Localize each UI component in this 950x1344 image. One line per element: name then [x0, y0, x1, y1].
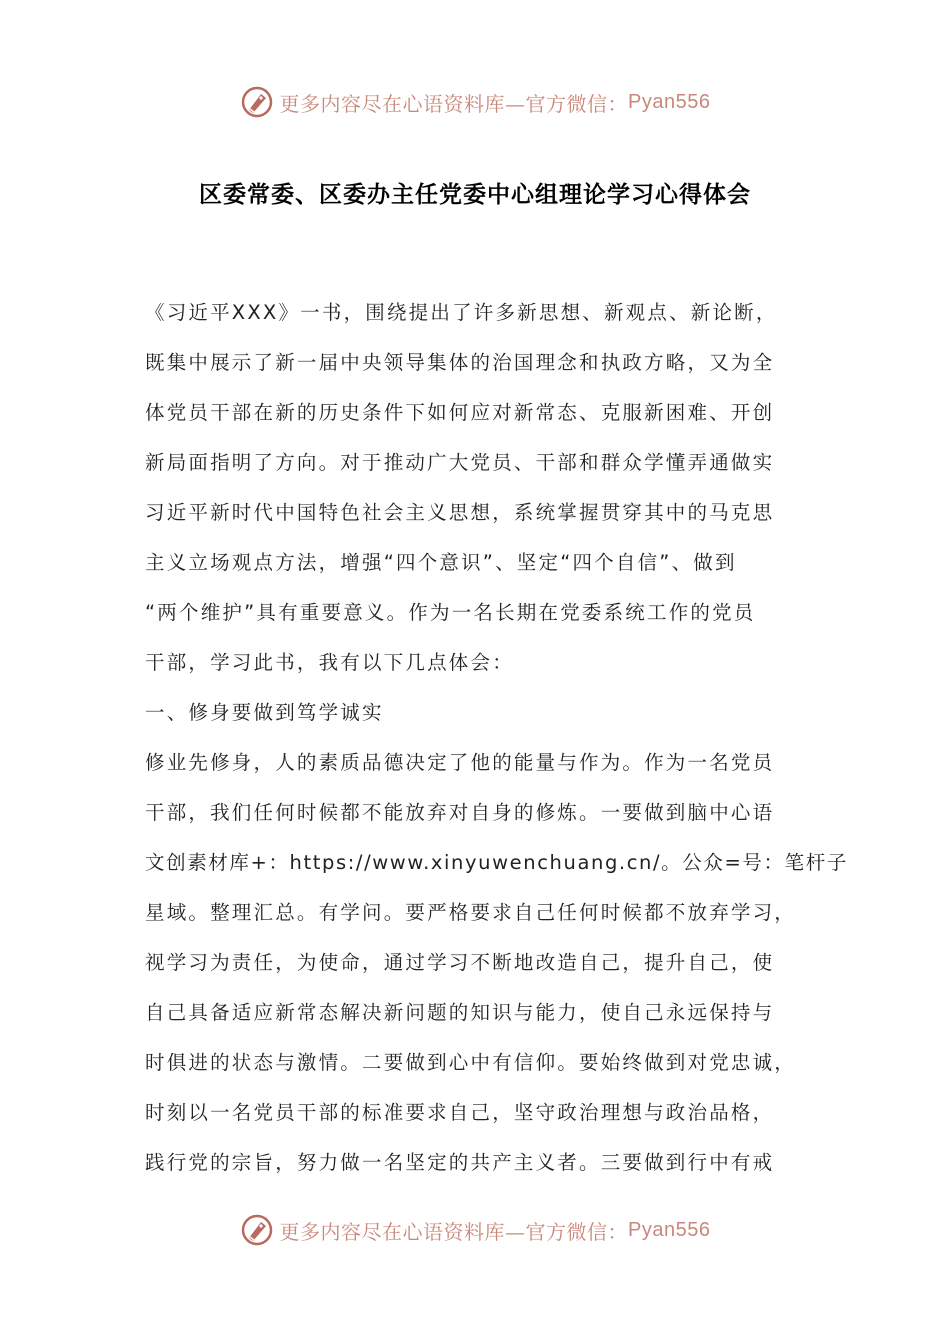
text-line: 干部，学习此书，我有以下几点体会：: [145, 651, 514, 674]
watermark-banner-top: [0, 82, 950, 122]
watermark-text: 更多内容尽在心语资料库—官方微信：: [279, 91, 629, 116]
text-line: 既集中展示了新一届中央领导集体的治国理念和执政方略，又为全: [145, 351, 775, 374]
text-line: 时俱进的状态与激情。二要做到心中有信仰。要始终做到对党忠诚，: [145, 1051, 797, 1074]
pen-nib-logo-icon: [240, 1213, 274, 1247]
text-line: 自己具备适应新常态解决新问题的知识与能力，使自己永远保持与: [145, 1001, 775, 1024]
text-line: 习近平新时代中国特色社会主义思想，系统掌握贯穿其中的马克思: [145, 501, 775, 524]
text-line: 修业先修身，人的素质品德决定了他的能量与作为。作为一名党员: [145, 751, 775, 774]
text-line: 干部，我们任何时候都不能放弃对自身的修炼。一要做到脑中心语: [145, 801, 775, 824]
text-line: 践行党的宗旨，努力做一名坚定的共产主义者。三要做到行中有戒: [145, 1151, 775, 1174]
text-line: 星域。整理汇总。有学问。要严格要求自己任何时候都不放弃学习，: [145, 901, 797, 924]
text-line: 主义立场观点方法，增强“四个意识”、坚定“四个自信”、做到: [145, 551, 737, 574]
text-line: 《习近平XXX》一书，围绕提出了许多新思想、新观点、新论断，: [145, 301, 778, 324]
page-title: 区委常委、区委办主任党委中心组理论学习心得体会: [199, 182, 751, 208]
text-line: 新局面指明了方向。对于推动广大党员、干部和群众学懂弄通做实: [145, 451, 775, 474]
watermark-wechat-id: Pyan556: [628, 90, 711, 113]
text-line: 时刻以一名党员干部的标准要求自己，坚守政治理想与政治品格，: [145, 1101, 775, 1124]
section-heading: 一、修身要做到笃学诚实: [145, 701, 384, 724]
text-line: “两个维护”具有重要意义。作为一名长期在党委系统工作的党员: [145, 601, 756, 624]
pen-nib-logo-icon: [240, 85, 274, 119]
watermark-banner-bottom: [0, 1210, 950, 1250]
text-line-with-url: 文创素材库+：https://www.xinyuwenchuang.cn/。公众=号：笔杆子: [145, 851, 848, 874]
text-line: 视学习为责任，为使命，通过学习不断地改造自己，提升自己，使: [145, 951, 775, 974]
document-body: [145, 290, 848, 1190]
watermark-text: 更多内容尽在心语资料库—官方微信：: [279, 1219, 629, 1244]
watermark-wechat-id: Pyan556: [628, 1218, 711, 1241]
text-line: 体党员干部在新的历史条件下如何应对新常态、克服新困难、开创: [145, 401, 775, 424]
